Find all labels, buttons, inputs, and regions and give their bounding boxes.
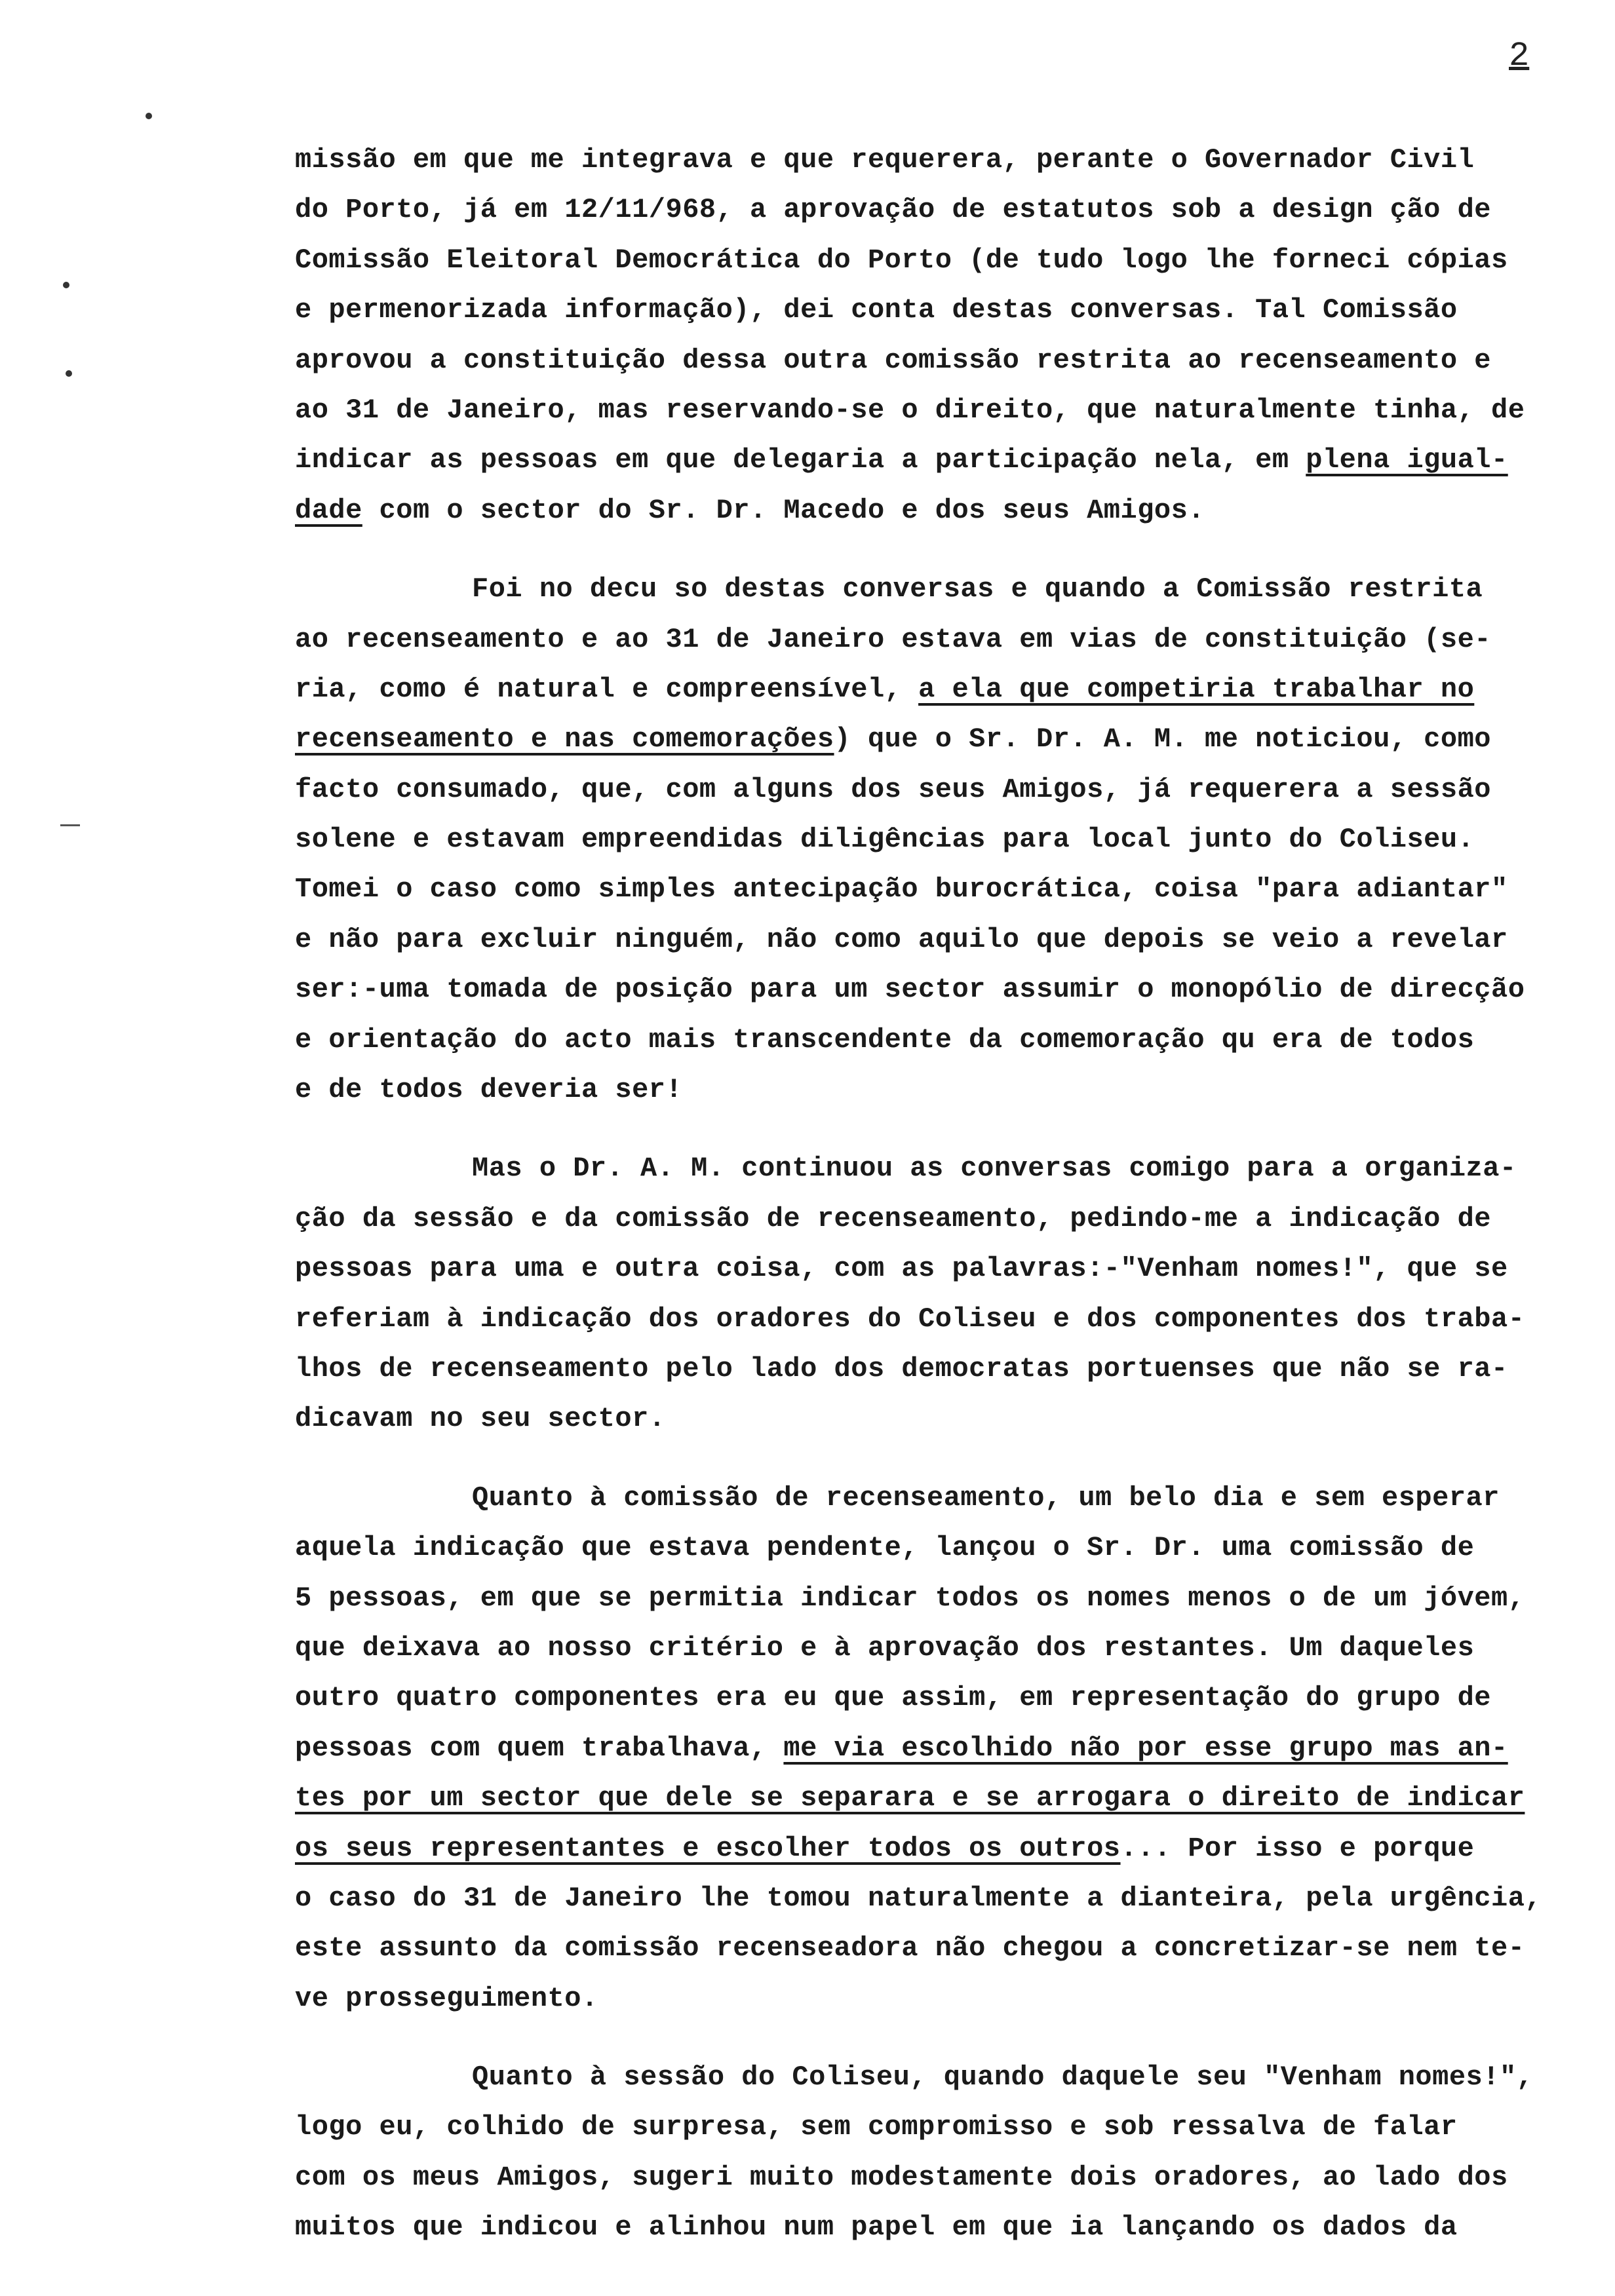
text-line [295, 564, 1560, 614]
typed-letter-body [295, 135, 1560, 2253]
paragraph [295, 564, 1560, 1115]
text-line [295, 1065, 1560, 1115]
text-run: outro quatro componentes era eu que assim, em representação do grupo de [295, 1682, 1491, 1714]
text-run: solene e estavam empreendidas diligências para local junto do Coliseu. [295, 824, 1475, 856]
text-run: dicavam no seu sector. [295, 1403, 666, 1435]
text-line [295, 285, 1560, 335]
text-line [295, 1473, 1560, 1523]
text-run: Foi no decu so destas conversas e quando a Comissão restrita [472, 573, 1483, 605]
margin-dot-mark [66, 370, 72, 377]
text-run: pessoas para uma e outra coisa, com as palavras:-"Venham nomes!", que se [295, 1253, 1508, 1285]
text-run: com o sector do Sr. Dr. Macedo e dos seus Amigos. [362, 494, 1205, 526]
text-line [295, 1773, 1560, 1823]
text-line [295, 664, 1560, 714]
text-line [295, 1923, 1560, 1973]
text-line [295, 185, 1560, 235]
paragraph [295, 1473, 1560, 2023]
text-run: ao 31 de Janeiro, mas reservando-se o direito, que naturalmente tinha, de [295, 394, 1525, 426]
text-line [295, 435, 1560, 485]
text-line [295, 1523, 1560, 1573]
underlined-text: recenseamento e nas comemorações [295, 723, 834, 756]
text-line [295, 1015, 1560, 1065]
text-line [295, 1974, 1560, 2023]
underlined-text: me via escolhido não por esse grupo mas an- [783, 1732, 1508, 1764]
text-line [295, 1873, 1560, 1923]
text-run: com os meus Amigos, sugeri muito modestamente dois oradores, ao lado dos [295, 2161, 1508, 2193]
text-run: Quanto à comissão de recenseamento, um belo dia e sem esperar [472, 1482, 1500, 1514]
underlined-text: dade [295, 494, 362, 526]
text-run: este assunto da comissão recenseadora não chegou a concretizar-se nem te- [295, 1932, 1525, 1964]
text-line [295, 2152, 1560, 2202]
text-run: ser:-uma tomada de posição para um sector assumir o monopólio de direcção [295, 974, 1525, 1006]
text-line [295, 1194, 1560, 1244]
margin-dot-mark [63, 282, 69, 288]
text-line [295, 1394, 1560, 1444]
text-line [295, 2102, 1560, 2152]
text-line [295, 1573, 1560, 1623]
text-run: pessoas com quem trabalhava, [295, 1732, 784, 1764]
text-line [295, 235, 1560, 285]
text-run: Mas o Dr. A. M. continuou as conversas comigo para a organiza- [472, 1153, 1517, 1185]
text-run: ção da sessão e da comissão de recenseamento, pedindo-me a indicação de [295, 1202, 1491, 1234]
text-run: e orientação do acto mais transcendente da comemoração qu era de todos [295, 1024, 1475, 1056]
margin-dot-mark [146, 113, 152, 119]
paragraph [295, 135, 1560, 535]
text-line [295, 1673, 1560, 1723]
text-run: e não para excluir ninguém, não como aquilo que depois se veio a revelar [295, 923, 1508, 955]
text-run: do Porto, já em 12/11/968, a aprovação de estatutos sob a design ção de [295, 194, 1491, 226]
text-line [295, 1723, 1560, 1773]
text-run: ria, como é natural e compreensível, [295, 673, 919, 705]
text-line [295, 1344, 1560, 1394]
text-run: logo eu, colhido de surpresa, sem compromisso e sob ressalva de falar [295, 2111, 1458, 2143]
text-line [295, 814, 1560, 864]
text-run: aquela indicação que estava pendente, lançou o Sr. Dr. uma comissão de [295, 1532, 1475, 1564]
text-line [295, 965, 1560, 1014]
text-line [295, 335, 1560, 385]
text-line [295, 765, 1560, 814]
text-run: muitos que indicou e alinhou num papel em que ia lançando os dados da [295, 2211, 1458, 2244]
text-run: o caso do 31 de Janeiro lhe tomou naturalmente a dianteira, pela urgência, [295, 1882, 1542, 1914]
paragraph [295, 1143, 1560, 1444]
text-line [295, 615, 1560, 664]
text-run: missão em que me integrava e que requerera, perante o Governador Civil [295, 144, 1475, 176]
text-line [295, 135, 1560, 185]
text-run: Quanto à sessão do Coliseu, quando daquele seu "Venham nomes!", [472, 2061, 1534, 2094]
text-line [295, 2202, 1560, 2252]
underlined-text: os seus representantes e escolher todos os outros [295, 1832, 1121, 1864]
underlined-text: a ela que competiria trabalhar no [918, 673, 1475, 705]
text-run: Comissão Eleitoral Democrática do Porto (de tudo logo lhe forneci cópias [295, 244, 1508, 276]
text-run: e permenorizada informação), dei conta destas conversas. Tal Comissão [295, 294, 1458, 326]
text-line [295, 915, 1560, 965]
paragraph [295, 2052, 1560, 2253]
page-number: 2 [1509, 37, 1530, 75]
text-line [295, 1824, 1560, 1873]
text-run: ao recenseamento e ao 31 de Janeiro estava em vias de constituição (se- [295, 623, 1491, 655]
underlined-text: plena igual- [1306, 444, 1508, 476]
text-line [295, 1623, 1560, 1673]
text-line [295, 1143, 1560, 1193]
text-run: lhos de recenseamento pelo lado dos democratas portuenses que não se ra- [295, 1352, 1508, 1385]
text-run: referiam à indicação dos oradores do Coliseu e dos componentes dos traba- [295, 1303, 1525, 1335]
text-run: ) que o Sr. Dr. A. M. me noticiou, como [834, 723, 1491, 756]
text-run: aprovou a constituição dessa outra comissão restrita ao recenseamento e [295, 344, 1491, 376]
text-run: e de todos deveria ser! [295, 1074, 683, 1106]
text-line [295, 1294, 1560, 1344]
underlined-text: tes por um sector que dele se separara e se arrogara o direito de indicar [295, 1782, 1525, 1814]
text-run: 5 pessoas, em que se permitia indicar todos os nomes menos o de um jóvem, [295, 1582, 1525, 1614]
text-run: que deixava ao nosso critério e à aprovação dos restantes. Um daqueles [295, 1632, 1475, 1664]
text-line [295, 2052, 1560, 2102]
text-run: Tomei o caso como simples antecipação burocrática, coisa "para adiantar" [295, 873, 1508, 906]
text-line [295, 486, 1560, 535]
text-line [295, 1244, 1560, 1293]
text-line [295, 385, 1560, 435]
text-line [295, 864, 1560, 914]
text-run: ve prosseguimento. [295, 1982, 598, 2014]
text-line [295, 714, 1560, 764]
margin-dash-mark [60, 824, 80, 826]
text-run: ... Por isso e porque [1120, 1832, 1475, 1864]
text-run: facto consumado, que, com alguns dos seus Amigos, já requerera a sessão [295, 773, 1491, 805]
text-run: indicar as pessoas em que delegaria a participação nela, em [295, 444, 1306, 476]
